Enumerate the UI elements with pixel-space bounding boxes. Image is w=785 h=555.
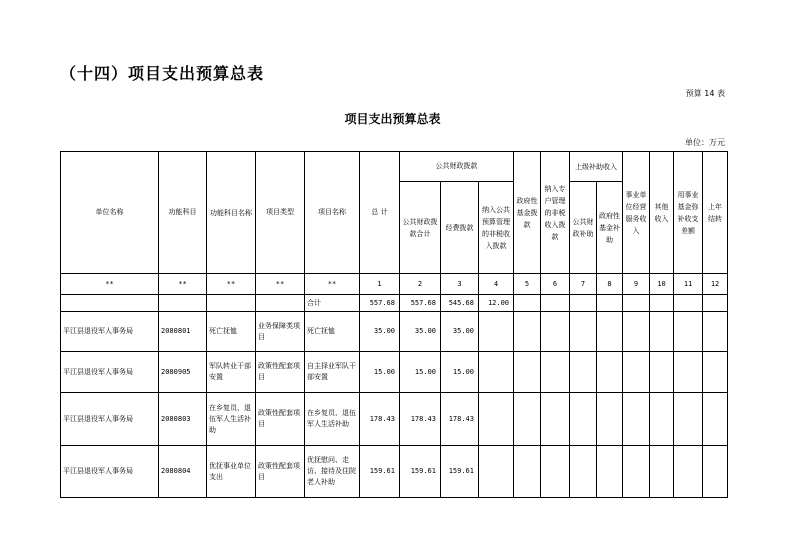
empty-cell xyxy=(650,352,674,393)
total-cell: 178.43 xyxy=(360,393,400,446)
header-pf-nontax: 纳入公共预算管理的非税收入拨款 xyxy=(479,182,514,274)
index-cell: 6 xyxy=(541,274,570,295)
table-title: 项目支出预算总表 xyxy=(344,112,441,126)
pf-funding-cell: 35.00 xyxy=(441,312,479,352)
empty-cell xyxy=(703,352,728,393)
empty-cell xyxy=(623,393,650,446)
empty-cell xyxy=(597,446,623,498)
empty-cell xyxy=(570,352,597,393)
empty-cell xyxy=(570,295,597,312)
empty-cell xyxy=(623,446,650,498)
dept-cell: 平江县退役军人事务局 xyxy=(61,352,159,393)
empty-cell xyxy=(514,446,541,498)
empty-cell xyxy=(703,312,728,352)
empty-cell xyxy=(541,295,570,312)
pf-total-cell: 159.61 xyxy=(400,446,441,498)
subject-name-cell: 死亡抚恤 xyxy=(207,312,256,352)
project-type-cell: 业务保障类项目 xyxy=(256,312,305,352)
empty-cell xyxy=(514,352,541,393)
subject-name-cell: 军队转业干部安置 xyxy=(207,352,256,393)
header-other-income: 其他收入 xyxy=(650,152,674,274)
header-public-finance: 公共财政拨款 xyxy=(400,152,514,182)
subject-name-cell: 在乡复员、退伍军人生活补助 xyxy=(207,393,256,446)
header-gov-fund: 政府性基金拨款 xyxy=(514,152,541,274)
empty-cell xyxy=(674,312,703,352)
empty-cell xyxy=(597,295,623,312)
index-cell: 7 xyxy=(570,274,597,295)
index-cell: 12 xyxy=(703,274,728,295)
empty-cell xyxy=(570,312,597,352)
index-cell: ** xyxy=(305,274,360,295)
empty-cell xyxy=(674,446,703,498)
index-cell: 9 xyxy=(623,274,650,295)
project-type-cell: 政策性配套项目 xyxy=(256,352,305,393)
header-pf-funding: 经费拨款 xyxy=(441,182,479,274)
dept-cell: 平江县退役军人事务局 xyxy=(61,446,159,498)
empty-cell xyxy=(479,446,514,498)
project-name-cell: 自主择业军队干部安置 xyxy=(305,352,360,393)
summary-pf-nontax: 12.00 xyxy=(479,295,514,312)
index-cell: 8 xyxy=(597,274,623,295)
dept-cell: 平江县退役军人事务局 xyxy=(61,393,159,446)
header-dept: 单位名称 xyxy=(61,152,159,274)
empty-cell xyxy=(479,352,514,393)
table-row xyxy=(61,352,728,393)
empty-cell xyxy=(650,312,674,352)
code-cell: 2080804 xyxy=(159,446,207,498)
subject-name-cell: 优抚事业单位支出 xyxy=(207,446,256,498)
pf-funding-cell: 159.61 xyxy=(441,446,479,498)
empty-cell xyxy=(479,393,514,446)
pf-funding-cell: 178.43 xyxy=(441,393,479,446)
budget-table xyxy=(60,151,728,498)
empty-cell xyxy=(597,393,623,446)
empty-cell xyxy=(703,295,728,312)
header-total: 总 计 xyxy=(360,152,400,274)
index-cell: 11 xyxy=(674,274,703,295)
summary-pf-funding: 545.68 xyxy=(441,295,479,312)
index-cell: 5 xyxy=(514,274,541,295)
unit-label: 单位：万元 xyxy=(685,138,725,147)
header-project-type: 项目类型 xyxy=(256,152,305,274)
summary-label: 合计 xyxy=(305,295,360,312)
table-row xyxy=(61,312,728,352)
empty-cell xyxy=(623,352,650,393)
empty-cell xyxy=(541,446,570,498)
empty-cell xyxy=(207,295,256,312)
header-func-subject-name: 功能科目名称 xyxy=(207,152,256,274)
index-cell: ** xyxy=(61,274,159,295)
empty-cell xyxy=(514,393,541,446)
empty-cell xyxy=(650,446,674,498)
code-cell: 2080803 xyxy=(159,393,207,446)
pf-total-cell: 178.43 xyxy=(400,393,441,446)
empty-cell xyxy=(674,352,703,393)
project-type-cell: 政策性配套项目 xyxy=(256,393,305,446)
empty-cell xyxy=(597,352,623,393)
empty-cell xyxy=(256,295,305,312)
index-cell: ** xyxy=(256,274,305,295)
header-row-1 xyxy=(61,152,728,182)
project-name-cell: 优抚慰问、走访、接待及住院老人补助 xyxy=(305,446,360,498)
empty-cell xyxy=(623,295,650,312)
table-row xyxy=(61,393,728,446)
empty-cell xyxy=(570,446,597,498)
summary-total: 557.68 xyxy=(360,295,400,312)
dept-cell: 平江县退役军人事务局 xyxy=(61,312,159,352)
empty-cell xyxy=(541,393,570,446)
header-special-nontax: 纳入专户管理的非税收入拨款 xyxy=(541,152,570,274)
empty-cell xyxy=(541,312,570,352)
empty-cell xyxy=(674,295,703,312)
empty-cell xyxy=(479,312,514,352)
empty-cell xyxy=(159,295,207,312)
header-us-public: 公共财政补助 xyxy=(570,182,597,274)
header-us-gov-fund: 政府性基金补助 xyxy=(597,182,623,274)
summary-pf-total: 557.68 xyxy=(400,295,441,312)
empty-cell xyxy=(570,393,597,446)
summary-row xyxy=(61,295,728,312)
header-business-income: 事业单位经营服务收入 xyxy=(623,152,650,274)
section-title: （十四）项目支出预算总表 xyxy=(60,64,265,83)
empty-cell xyxy=(541,352,570,393)
project-type-cell: 政策性配套项目 xyxy=(256,446,305,498)
index-cell: 4 xyxy=(479,274,514,295)
empty-cell xyxy=(703,393,728,446)
index-cell: 1 xyxy=(360,274,400,295)
total-cell: 15.00 xyxy=(360,352,400,393)
total-cell: 159.61 xyxy=(360,446,400,498)
code-cell: 2080801 xyxy=(159,312,207,352)
index-row xyxy=(61,274,728,295)
empty-cell xyxy=(597,312,623,352)
header-project-name: 项目名称 xyxy=(305,152,360,274)
code-cell: 2080905 xyxy=(159,352,207,393)
index-cell: ** xyxy=(207,274,256,295)
empty-cell xyxy=(650,295,674,312)
pf-funding-cell: 15.00 xyxy=(441,352,479,393)
project-name-cell: 死亡抚恤 xyxy=(305,312,360,352)
header-upper-subsidy: 上级补助收入 xyxy=(570,152,623,182)
empty-cell xyxy=(623,312,650,352)
empty-cell xyxy=(650,393,674,446)
project-name-cell: 在乡复员、退伍军人生活补助 xyxy=(305,393,360,446)
header-pf-total: 公共财政拨款合计 xyxy=(400,182,441,274)
empty-cell xyxy=(514,312,541,352)
total-cell: 35.00 xyxy=(360,312,400,352)
table-number: 预算 14 表 xyxy=(685,89,725,98)
index-cell: 3 xyxy=(441,274,479,295)
header-carryover: 上年结转 xyxy=(703,152,728,274)
index-cell: 2 xyxy=(400,274,441,295)
pf-total-cell: 35.00 xyxy=(400,312,441,352)
empty-cell xyxy=(674,393,703,446)
table-row xyxy=(61,446,728,498)
header-fund-balance: 用事业基金弥补收支差额 xyxy=(674,152,703,274)
empty-cell xyxy=(61,295,159,312)
empty-cell xyxy=(703,446,728,498)
empty-cell xyxy=(514,295,541,312)
pf-total-cell: 15.00 xyxy=(400,352,441,393)
index-cell: 10 xyxy=(650,274,674,295)
index-cell: ** xyxy=(159,274,207,295)
header-func-subject: 功能科目 xyxy=(159,152,207,274)
